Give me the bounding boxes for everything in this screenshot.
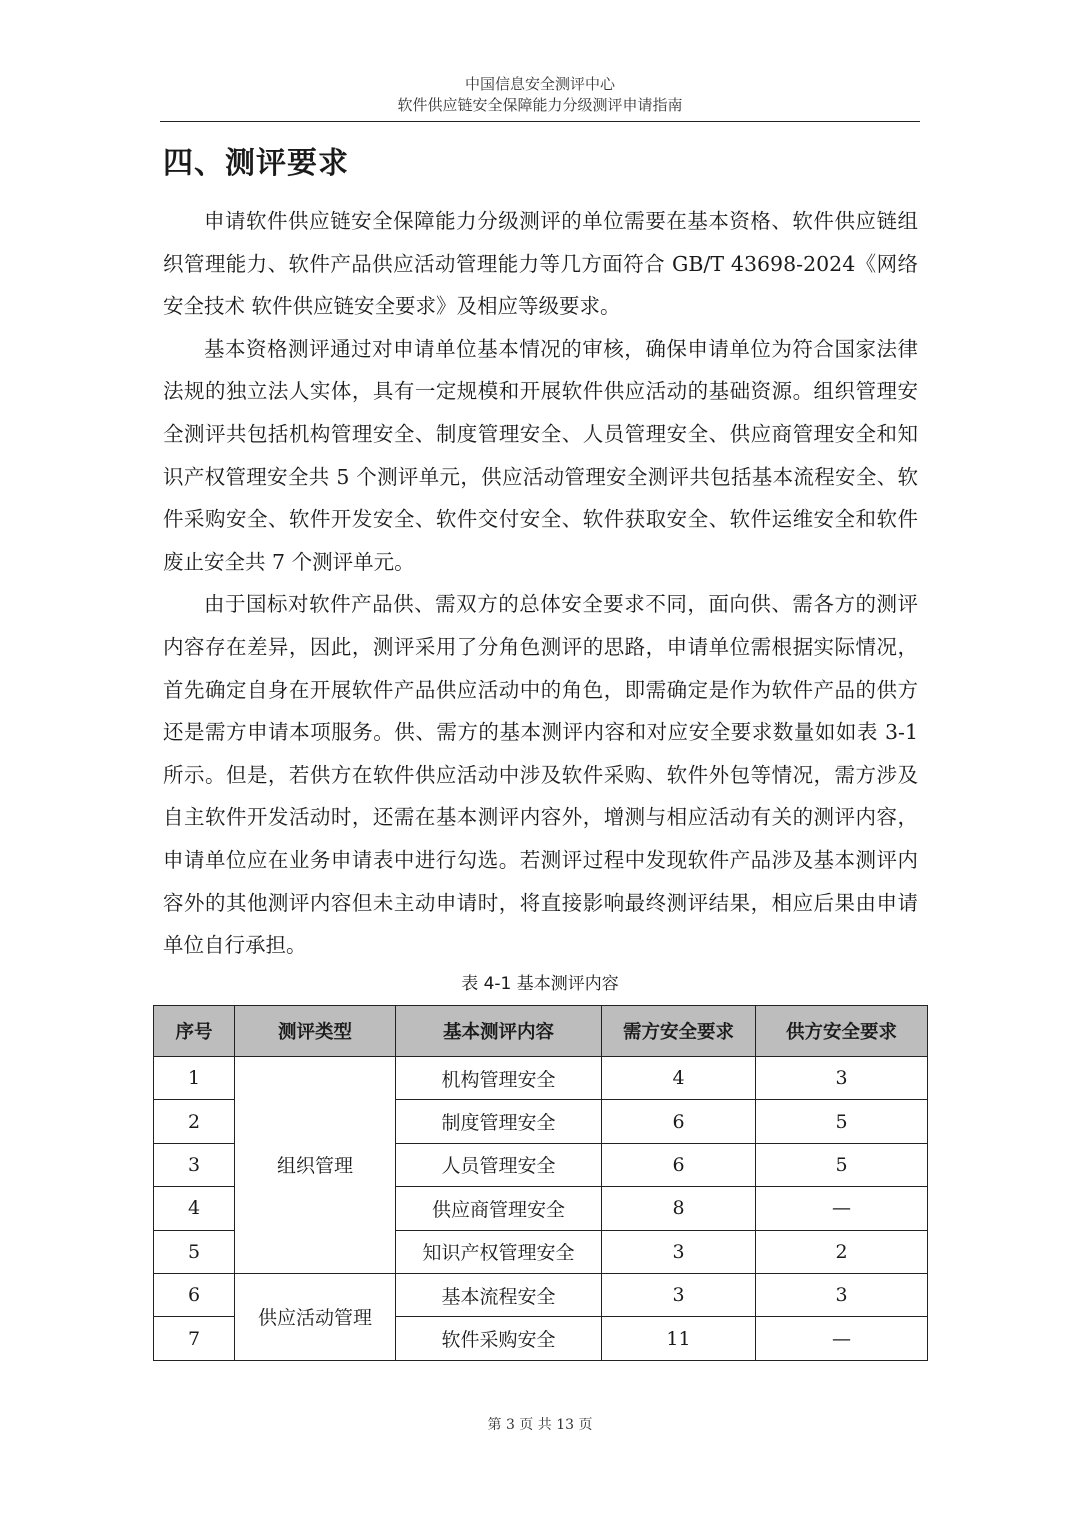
cell-no: 3 [154,1143,235,1186]
header-doc-title: 软件供应链安全保障能力分级测评申请指南 [397,96,683,114]
cell-supply: 3 [756,1057,928,1100]
table-row [154,1273,928,1316]
cell-type: 供应活动管理 [235,1273,396,1360]
paragraph: 申请软件供应链安全保障能力分级测评的单位需要在基本资格、软件供应链组织管理能力、软件产品供应活动管理能力等几方面符合 GB/T 43698-2024《网络安全技术 软件供应链安全要求》及相应等级要求。 [163,209,918,319]
evaluation-table [153,1005,928,1361]
cell-supply: 5 [756,1100,928,1143]
header-divider [160,121,920,122]
col-header-supply: 供方安全要求 [756,1006,928,1057]
cell-content: 供应商管理安全 [396,1187,602,1230]
cell-demand: 3 [602,1230,756,1273]
col-header-type: 测评类型 [235,1006,396,1057]
cell-supply: 3 [756,1273,928,1316]
cell-supply: 2 [756,1230,928,1273]
col-header-content: 基本测评内容 [396,1006,602,1057]
cell-demand: 3 [602,1273,756,1316]
table-header-row [154,1006,928,1057]
paragraph: 基本资格测评通过对申请单位基本情况的审核，确保申请单位为符合国家法律法规的独立法人实体，具有一定规模和开展软件供应活动的基础资源。组织管理安全测评共包括机构管理安全、制度管理安全、人员管理安全、供应商管理安全和知识产权管理安全共 5 个测评单元，供应活动管理安全测评共包括基本流程安全、软件采购安全、软件开发安全、软件交付安全、软件获取安全、软件运维安全和软件废止安全共 7 个测评单元。 [163,336,918,574]
cell-no: 7 [154,1317,235,1360]
cell-demand: 6 [602,1143,756,1186]
cell-demand: 4 [602,1057,756,1100]
page-number: 第 3 页 共 13 页 [487,1417,593,1433]
cell-content: 制度管理安全 [396,1100,602,1143]
cell-no: 6 [154,1273,235,1316]
section-body [163,200,918,967]
paragraph: 由于国标对软件产品供、需双方的总体安全要求不同，面向供、需各方的测评内容存在差异，因此，测评采用了分角色测评的思路，申请单位需根据实际情况，首先确定自身在开展软件产品供应活动中的角色，即需确定是作为软件产品的供方还是需方申请本项服务。供、需方的基本测评内容和对应安全要求数量如如表 3-1 所示。但是，若供方在软件供应活动中涉及软件采购、软件外包等情况，需方涉及自主软件开发活动时，还需在基本测评内容外，增测与相应活动有关的测评内容，申请单位应在业务申请表中进行勾选。若测评过程中发现软件产品涉及基本测评内容外的其他测评内容但未主动申请时，将直接影响最终测评结果，相应后果由申请单位自行承担。 [163,592,918,958]
header-org: 中国信息安全测评中心 [464,75,615,93]
cell-no: 5 [154,1230,235,1273]
cell-type: 组织管理 [235,1057,396,1274]
page-header [160,74,920,116]
cell-no: 4 [154,1187,235,1230]
cell-supply: 5 [756,1143,928,1186]
cell-demand: 6 [602,1100,756,1143]
cell-content: 知识产权管理安全 [396,1230,602,1273]
cell-content: 机构管理安全 [396,1057,602,1100]
cell-no: 2 [154,1100,235,1143]
table-row [154,1057,928,1100]
cell-demand: 11 [602,1317,756,1360]
col-header-demand: 需方安全要求 [602,1006,756,1057]
cell-content: 人员管理安全 [396,1143,602,1186]
cell-demand: 8 [602,1187,756,1230]
cell-supply: — [756,1317,928,1360]
cell-content: 软件采购安全 [396,1317,602,1360]
col-header-no: 序号 [154,1006,235,1057]
cell-content: 基本流程安全 [396,1273,602,1316]
cell-no: 1 [154,1057,235,1100]
cell-supply: — [756,1187,928,1230]
table-caption: 表 4-1 基本测评内容 [461,974,619,994]
section-title: 四、测评要求 [163,146,349,181]
